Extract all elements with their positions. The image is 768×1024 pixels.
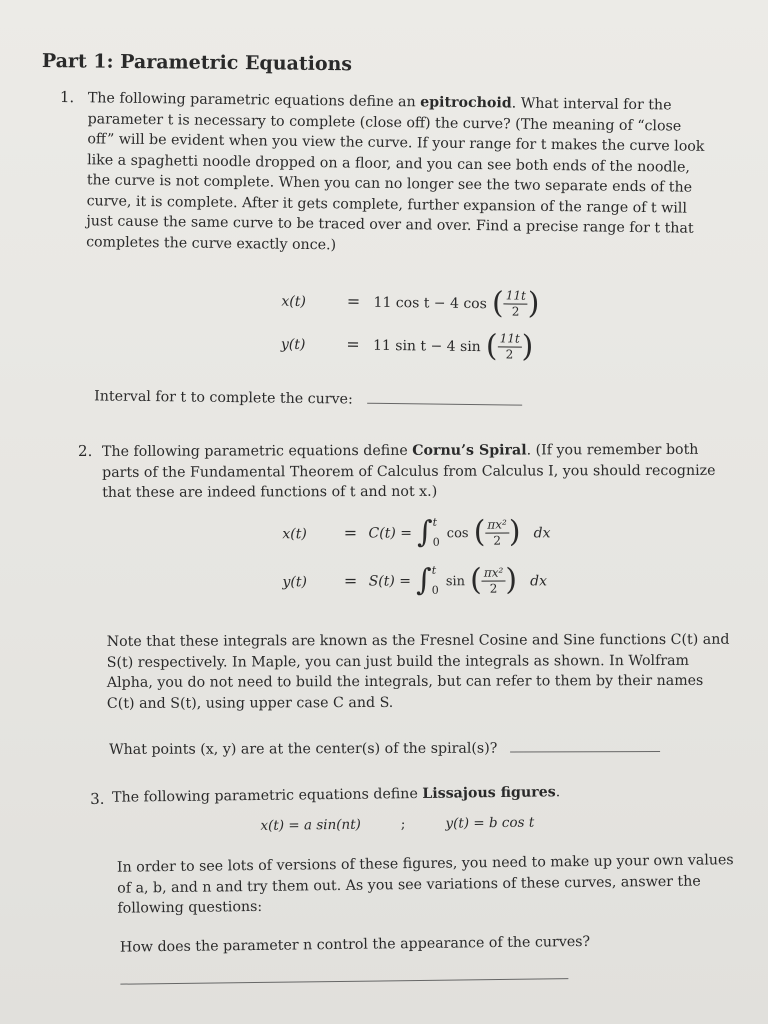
- bold-term: Lissajous figures: [422, 784, 556, 802]
- epitrochoid-y-equation: y(t) = 11 sin t − 4 sin ( $\frac{11t}{2}$ ): [280, 328, 534, 365]
- answer-prompt-1: Interval for t to complete the curve:: [94, 386, 522, 412]
- text-line: The following parametric equations define an epitrochoid. What interval for the: [87, 90, 672, 114]
- text-line: off” will be evident when you view the curve. If your range for t makes the curve look: [87, 131, 705, 155]
- question-number: 2.: [78, 441, 93, 461]
- text-line: just cause the same curve to be traced over and over. Find a precise range for t that: [86, 213, 694, 237]
- text-line: The following parametric equations define Cornu’s Spiral. (If you remember both: [102, 441, 699, 460]
- fresnel-sine-equation: y(t) = S(t) = ∫ t 0 sin ( $\frac{\text{πx²}}{2}$ ) dx: [282, 560, 547, 601]
- question-3: [90, 781, 734, 956]
- text-line: following questions:: [117, 898, 263, 917]
- text-line: like a spaghetti noodle dropped on a floor, and you can see both ends of the noodle,: [87, 151, 691, 176]
- text-line: Note that these integrals are known as the Fresnel Cosine and Sine functions C(t) and: [106, 631, 730, 650]
- text-line: completes the curve exactly once.): [86, 233, 337, 253]
- answer-blank[interactable]: [120, 978, 568, 984]
- text-line: of a, b, and n and try them out. As you see variations of these curves, answer the: [117, 873, 701, 897]
- fraction: $\frac{\text{πx²}}{2}$: [482, 565, 506, 596]
- lissajous-equations: x(t) = a sin(nt) ; y(t) = b cos t: [260, 814, 535, 834]
- integral-limits: t 0: [431, 563, 439, 597]
- text-line: parameter t is necessary to complete (close off) the curve? (The meaning of “close: [87, 110, 682, 135]
- question-1-text: [86, 88, 712, 260]
- answer-blank[interactable]: [367, 403, 522, 406]
- text-line: Alpha, you do not need to build the integrals, but can refer to them by their names: [106, 672, 704, 691]
- question-3-prompt: How does the parameter n control the appearance of the curves?: [119, 933, 591, 956]
- question-3-body: [117, 850, 734, 919]
- question-2: [78, 440, 730, 758]
- lissajous-x-equation: x(t) = a sin(nt): [260, 816, 361, 834]
- answer-blank[interactable]: [510, 751, 660, 753]
- text-line: In order to see lots of versions of these figures, you need to make up your own values: [116, 852, 734, 876]
- question-2-intro: [102, 440, 716, 504]
- page-title: Part 1: Parametric Equations: [41, 50, 353, 76]
- fresnel-cosine-equation: x(t) = C(t) = ∫ t 0 cos ( $\frac{\text{πx²}}{2}$ ) dx: [282, 512, 550, 553]
- bold-term: epitrochoid: [420, 94, 512, 112]
- text-line: parts of the Fundamental Theorem of Calculus from Calculus I, you should recognize: [102, 462, 716, 481]
- fresnel-note: [107, 630, 730, 714]
- question-number: 3.: [90, 789, 105, 808]
- integral-limits: t 0: [432, 515, 440, 549]
- fraction: $\frac{11t}{2}$: [497, 331, 521, 362]
- question-number: 1.: [59, 87, 75, 107]
- question-1: [59, 87, 712, 408]
- text-line: C(t) and S(t), using upper case C and S.: [106, 694, 394, 712]
- lissajous-y-equation: y(t) = b cos t: [445, 814, 535, 832]
- text-line: curve, it is complete. After it gets complete, further expansion of the range of t will: [86, 192, 688, 217]
- answer-prompt-2: What points (x, y) are at the center(s) of the spiral(s)?: [109, 738, 660, 760]
- fraction: $\frac{\text{πx²}}{2}$: [485, 517, 509, 548]
- fraction: $\frac{11t}{2}$: [503, 288, 527, 319]
- question-3-intro: The following parametric equations define Lissajous figures.: [112, 784, 561, 806]
- text-line: the curve is not complete. When you can no longer see the two separate ends of the: [86, 172, 693, 196]
- epitrochoid-x-equation: x(t) = 11 cos t − 4 cos ( $\frac{11t}{2}$ ): [281, 285, 540, 322]
- bold-term: Cornu’s Spiral: [412, 442, 527, 459]
- integral-sign: ∫: [416, 514, 433, 550]
- text-line: that these are indeed functions of t and not x.): [102, 483, 438, 501]
- integral-sign: ∫: [416, 562, 432, 598]
- text-line: S(t) respectively. In Maple, you can just build the integrals as shown. In Wolfram: [106, 652, 690, 671]
